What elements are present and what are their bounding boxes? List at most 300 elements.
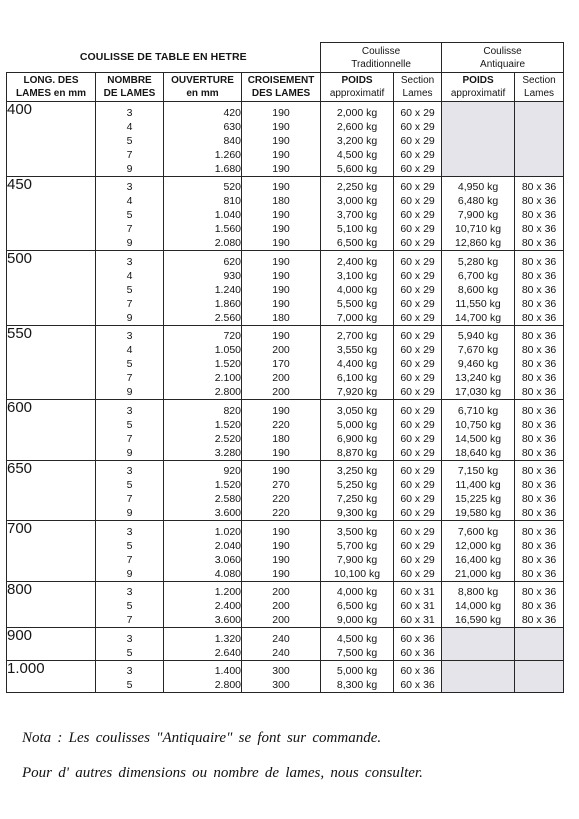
trad-poids-cell: 4,000 kg — [321, 581, 394, 599]
croisement-cell: 200 — [242, 385, 321, 400]
ouverture-cell: 930 — [164, 269, 242, 283]
antiq-section-cell: 80 x 36 — [515, 325, 564, 343]
croisement-cell: 190 — [242, 269, 321, 283]
antiq-section-cell: 80 x 36 — [515, 297, 564, 311]
ouverture-cell: 1.860 — [164, 297, 242, 311]
croisement-cell: 190 — [242, 222, 321, 236]
trad-poids-cell: 4,000 kg — [321, 283, 394, 297]
trad-section-cell: 60 x 29 — [394, 194, 442, 208]
trad-poids-cell: 5,500 kg — [321, 297, 394, 311]
table-row — [7, 660, 564, 678]
col-header-trad-poids — [321, 73, 394, 102]
ouverture-cell: 2.080 — [164, 236, 242, 251]
antiq-poids-cell: 5,280 kg — [442, 251, 515, 269]
table-title: COULISSE DE TABLE EN HETRE — [79, 51, 247, 64]
croisement-cell: 200 — [242, 581, 321, 599]
antiquaire-unavailable-cell — [442, 148, 515, 162]
nombre-lames-cell: 9 — [96, 567, 164, 582]
length-group — [7, 660, 564, 693]
ouverture-cell: 2.040 — [164, 539, 242, 553]
trad-section-cell: 60 x 31 — [394, 599, 442, 613]
nombre-lames-cell: 7 — [96, 492, 164, 506]
croisement-cell: 300 — [242, 678, 321, 693]
header-line: NOMBRE — [107, 75, 152, 86]
nombre-lames-cell: 3 — [96, 581, 164, 599]
ouverture-cell: 620 — [164, 251, 242, 269]
trad-poids-cell: 6,500 kg — [321, 236, 394, 251]
table-row — [7, 325, 564, 343]
header-line: approximatif — [329, 88, 385, 99]
antiq-poids-cell: 17,030 kg — [442, 385, 515, 400]
trad-poids-cell: 7,250 kg — [321, 492, 394, 506]
nombre-lames-cell: 5 — [96, 357, 164, 371]
croisement-cell: 190 — [242, 553, 321, 567]
nombre-lames-cell: 3 — [96, 176, 164, 194]
trad-section-cell: 60 x 29 — [394, 311, 442, 326]
croisement-cell: 190 — [242, 120, 321, 134]
antiq-poids-cell: 7,150 kg — [442, 460, 515, 478]
trad-section-cell: 60 x 29 — [394, 400, 442, 418]
croisement-cell: 190 — [242, 446, 321, 461]
antiq-section-cell: 80 x 36 — [515, 208, 564, 222]
trad-section-cell: 60 x 29 — [394, 120, 442, 134]
length-group — [7, 325, 564, 400]
trad-section-cell: 60 x 29 — [394, 343, 442, 357]
length-group — [7, 251, 564, 326]
trad-poids-cell: 5,250 kg — [321, 478, 394, 492]
col-header-croisement — [242, 73, 321, 102]
header-line: Section — [400, 75, 435, 86]
trad-section-cell: 60 x 36 — [394, 646, 442, 661]
trad-poids-cell: 3,200 kg — [321, 134, 394, 148]
croisement-cell: 240 — [242, 628, 321, 646]
antiq-poids-cell: 21,000 kg — [442, 567, 515, 582]
croisement-cell: 170 — [242, 357, 321, 371]
antiq-section-cell: 80 x 36 — [515, 492, 564, 506]
trad-section-cell: 60 x 29 — [394, 162, 442, 177]
trad-section-cell: 60 x 29 — [394, 222, 442, 236]
croisement-cell: 220 — [242, 506, 321, 521]
antiq-section-cell: 80 x 36 — [515, 357, 564, 371]
nombre-lames-cell: 5 — [96, 134, 164, 148]
ouverture-cell: 1.020 — [164, 521, 242, 539]
ouverture-cell: 1.050 — [164, 343, 242, 357]
header-line: DE LAMES — [103, 88, 156, 99]
antiquaire-unavailable-cell — [515, 660, 564, 678]
ouverture-cell: 3.060 — [164, 553, 242, 567]
antiquaire-unavailable-cell — [515, 102, 564, 120]
antiq-section-cell: 80 x 36 — [515, 521, 564, 539]
nombre-lames-cell: 3 — [96, 251, 164, 269]
table-row — [7, 521, 564, 539]
trad-poids-cell: 2,700 kg — [321, 325, 394, 343]
nombre-lames-cell: 5 — [96, 599, 164, 613]
table-row — [7, 400, 564, 418]
croisement-cell: 190 — [242, 460, 321, 478]
antiq-section-cell: 80 x 36 — [515, 222, 564, 236]
antiq-poids-cell: 10,750 kg — [442, 418, 515, 432]
croisement-cell: 190 — [242, 325, 321, 343]
length-label: 700 — [7, 521, 96, 582]
header-line: Antiquaire — [480, 58, 526, 70]
length-group — [7, 460, 564, 521]
croisement-cell: 190 — [242, 134, 321, 148]
col-header-ouverture — [164, 73, 242, 102]
trad-poids-cell: 2,000 kg — [321, 102, 394, 120]
ouverture-cell: 720 — [164, 325, 242, 343]
antiquaire-unavailable-cell — [442, 678, 515, 693]
antiq-poids-cell: 6,700 kg — [442, 269, 515, 283]
antiq-section-cell: 80 x 36 — [515, 418, 564, 432]
table-row — [7, 176, 564, 194]
nombre-lames-cell: 7 — [96, 371, 164, 385]
nombre-lames-cell: 9 — [96, 446, 164, 461]
ouverture-cell: 840 — [164, 134, 242, 148]
antiq-section-cell: 80 x 36 — [515, 567, 564, 582]
antiq-poids-cell: 4,950 kg — [442, 176, 515, 194]
antiquaire-unavailable-cell — [515, 628, 564, 646]
trad-section-cell: 60 x 29 — [394, 269, 442, 283]
trad-section-cell: 60 x 29 — [394, 418, 442, 432]
ouverture-cell: 2.800 — [164, 678, 242, 693]
antiquaire-unavailable-cell — [442, 660, 515, 678]
col-header-trad-section — [394, 73, 442, 102]
trad-poids-cell: 5,600 kg — [321, 162, 394, 177]
antiq-poids-cell: 7,600 kg — [442, 521, 515, 539]
croisement-cell: 200 — [242, 599, 321, 613]
trad-section-cell: 60 x 29 — [394, 325, 442, 343]
ouverture-cell: 520 — [164, 176, 242, 194]
trad-poids-cell: 4,500 kg — [321, 628, 394, 646]
trad-poids-cell: 2,250 kg — [321, 176, 394, 194]
antiq-poids-cell: 11,550 kg — [442, 297, 515, 311]
length-label: 400 — [7, 102, 96, 177]
antiq-poids-cell: 19,580 kg — [442, 506, 515, 521]
croisement-cell: 190 — [242, 251, 321, 269]
length-label: 800 — [7, 581, 96, 628]
antiquaire-unavailable-cell — [442, 162, 515, 177]
length-label: 650 — [7, 460, 96, 521]
antiq-poids-cell: 13,240 kg — [442, 371, 515, 385]
length-label: 500 — [7, 251, 96, 326]
col-header-antiq-section — [515, 73, 564, 102]
length-group — [7, 521, 564, 582]
antiq-poids-cell: 16,400 kg — [442, 553, 515, 567]
table-row — [7, 628, 564, 646]
header-line: Lames — [524, 88, 555, 99]
antiq-poids-cell: 12,000 kg — [442, 539, 515, 553]
header-line: LAMES en mm — [15, 88, 86, 99]
antiq-poids-cell: 6,480 kg — [442, 194, 515, 208]
trad-poids-cell: 7,000 kg — [321, 311, 394, 326]
trad-section-cell: 60 x 29 — [394, 385, 442, 400]
ouverture-cell: 3.600 — [164, 506, 242, 521]
antiquaire-unavailable-cell — [515, 646, 564, 661]
croisement-cell: 190 — [242, 283, 321, 297]
trad-section-cell: 60 x 29 — [394, 208, 442, 222]
antiq-section-cell: 80 x 36 — [515, 553, 564, 567]
trad-poids-cell: 9,300 kg — [321, 506, 394, 521]
trad-section-cell: 60 x 29 — [394, 283, 442, 297]
trad-poids-cell: 3,700 kg — [321, 208, 394, 222]
trad-poids-cell: 3,250 kg — [321, 460, 394, 478]
trad-section-cell: 60 x 29 — [394, 567, 442, 582]
antiquaire-unavailable-cell — [442, 102, 515, 120]
ouverture-cell: 1.520 — [164, 418, 242, 432]
antiq-poids-cell: 6,710 kg — [442, 400, 515, 418]
croisement-cell: 190 — [242, 400, 321, 418]
antiq-section-cell: 80 x 36 — [515, 599, 564, 613]
nombre-lames-cell: 7 — [96, 553, 164, 567]
antiq-poids-cell: 16,590 kg — [442, 613, 515, 628]
header-line: POIDS — [462, 75, 494, 86]
trad-section-cell: 60 x 29 — [394, 460, 442, 478]
antiq-section-cell: 80 x 36 — [515, 432, 564, 446]
note-consulter: Pour d' autres dimensions ou nombre de lames, nous consulter. — [22, 765, 423, 781]
nombre-lames-cell: 7 — [96, 613, 164, 628]
ouverture-cell: 630 — [164, 120, 242, 134]
col-header-nombre-lames — [96, 73, 164, 102]
nombre-lames-cell: 3 — [96, 660, 164, 678]
croisement-cell: 180 — [242, 432, 321, 446]
trad-poids-cell: 4,500 kg — [321, 148, 394, 162]
trad-poids-cell: 5,000 kg — [321, 660, 394, 678]
nombre-lames-cell: 3 — [96, 102, 164, 120]
antiq-section-cell: 80 x 36 — [515, 460, 564, 478]
nombre-lames-cell: 9 — [96, 311, 164, 326]
croisement-cell: 190 — [242, 567, 321, 582]
croisement-cell: 190 — [242, 297, 321, 311]
antiquaire-unavailable-cell — [515, 148, 564, 162]
antiq-section-cell: 80 x 36 — [515, 539, 564, 553]
antiq-poids-cell: 5,940 kg — [442, 325, 515, 343]
header-line: CROISEMENT — [247, 75, 315, 86]
trad-poids-cell: 6,500 kg — [321, 599, 394, 613]
trad-section-cell: 60 x 29 — [394, 478, 442, 492]
trad-poids-cell: 3,550 kg — [321, 343, 394, 357]
col-header-antiq-poids — [442, 73, 515, 102]
trad-section-cell: 60 x 29 — [394, 492, 442, 506]
trad-section-cell: 60 x 36 — [394, 660, 442, 678]
nombre-lames-cell: 5 — [96, 539, 164, 553]
antiq-poids-cell: 14,700 kg — [442, 311, 515, 326]
croisement-cell: 180 — [242, 311, 321, 326]
ouverture-cell: 2.800 — [164, 385, 242, 400]
croisement-cell: 220 — [242, 492, 321, 506]
header-line: Coulisse — [483, 45, 522, 57]
antiq-poids-cell: 15,225 kg — [442, 492, 515, 506]
ouverture-cell: 2.400 — [164, 599, 242, 613]
antiquaire-unavailable-cell — [515, 120, 564, 134]
antiq-section-cell: 80 x 36 — [515, 194, 564, 208]
trad-poids-cell: 5,700 kg — [321, 539, 394, 553]
ouverture-cell: 1.240 — [164, 283, 242, 297]
nombre-lames-cell: 5 — [96, 283, 164, 297]
trad-poids-cell: 6,900 kg — [321, 432, 394, 446]
trad-section-cell: 60 x 29 — [394, 539, 442, 553]
nombre-lames-cell: 7 — [96, 297, 164, 311]
trad-section-cell: 60 x 29 — [394, 371, 442, 385]
trad-section-cell: 60 x 29 — [394, 432, 442, 446]
ouverture-cell: 1.400 — [164, 660, 242, 678]
trad-section-cell: 60 x 29 — [394, 553, 442, 567]
header-row-columns — [7, 73, 564, 102]
ouverture-cell: 1.560 — [164, 222, 242, 236]
ouverture-cell: 2.560 — [164, 311, 242, 326]
nombre-lames-cell: 3 — [96, 521, 164, 539]
nombre-lames-cell: 9 — [96, 385, 164, 400]
ouverture-cell: 1.520 — [164, 357, 242, 371]
ouverture-cell: 1.520 — [164, 478, 242, 492]
trad-poids-cell: 3,500 kg — [321, 521, 394, 539]
antiq-section-cell: 80 x 36 — [515, 176, 564, 194]
trad-section-cell: 60 x 29 — [394, 521, 442, 539]
antiq-section-cell: 80 x 36 — [515, 251, 564, 269]
header-line: en mm — [186, 88, 219, 99]
antiquaire-unavailable-cell — [515, 678, 564, 693]
nombre-lames-cell: 9 — [96, 236, 164, 251]
antiq-section-cell: 80 x 36 — [515, 506, 564, 521]
trad-poids-cell: 9,000 kg — [321, 613, 394, 628]
ouverture-cell: 1.680 — [164, 162, 242, 177]
antiq-section-cell: 80 x 36 — [515, 478, 564, 492]
croisement-cell: 180 — [242, 194, 321, 208]
croisement-cell: 190 — [242, 208, 321, 222]
croisement-cell: 200 — [242, 343, 321, 357]
nombre-lames-cell: 3 — [96, 400, 164, 418]
nombre-lames-cell: 4 — [96, 120, 164, 134]
antiq-poids-cell: 7,900 kg — [442, 208, 515, 222]
ouverture-cell: 420 — [164, 102, 242, 120]
nombre-lames-cell: 5 — [96, 646, 164, 661]
nombre-lames-cell: 5 — [96, 418, 164, 432]
antiq-section-cell: 80 x 36 — [515, 269, 564, 283]
antiq-section-cell: 80 x 36 — [515, 311, 564, 326]
trad-section-cell: 60 x 36 — [394, 678, 442, 693]
coulisse-table — [6, 42, 564, 693]
trad-section-cell: 60 x 29 — [394, 148, 442, 162]
antiq-section-cell: 80 x 36 — [515, 613, 564, 628]
header-line: POIDS — [341, 75, 373, 86]
length-label: 600 — [7, 400, 96, 461]
trad-poids-cell: 2,600 kg — [321, 120, 394, 134]
length-group — [7, 176, 564, 251]
croisement-cell: 220 — [242, 418, 321, 432]
trad-section-cell: 60 x 29 — [394, 176, 442, 194]
croisement-cell: 240 — [242, 646, 321, 661]
croisement-cell: 190 — [242, 102, 321, 120]
ouverture-cell: 1.200 — [164, 581, 242, 599]
trad-section-cell: 60 x 36 — [394, 628, 442, 646]
ouverture-cell: 4.080 — [164, 567, 242, 582]
croisement-cell: 190 — [242, 539, 321, 553]
antiq-poids-cell: 14,500 kg — [442, 432, 515, 446]
croisement-cell: 190 — [242, 521, 321, 539]
ouverture-cell: 3.600 — [164, 613, 242, 628]
trad-poids-cell: 5,100 kg — [321, 222, 394, 236]
croisement-cell: 270 — [242, 478, 321, 492]
trad-section-cell: 60 x 31 — [394, 613, 442, 628]
antiq-section-cell: 80 x 36 — [515, 283, 564, 297]
croisement-cell: 190 — [242, 236, 321, 251]
nombre-lames-cell: 7 — [96, 222, 164, 236]
coulisse-antiquaire-header — [442, 43, 564, 73]
nombre-lames-cell: 3 — [96, 628, 164, 646]
length-group — [7, 628, 564, 661]
nombre-lames-cell: 7 — [96, 432, 164, 446]
length-group — [7, 400, 564, 461]
ouverture-cell: 2.640 — [164, 646, 242, 661]
header-line: approximatif — [450, 88, 506, 99]
length-group — [7, 102, 564, 177]
nombre-lames-cell: 3 — [96, 460, 164, 478]
trad-section-cell: 60 x 29 — [394, 357, 442, 371]
trad-poids-cell: 3,100 kg — [321, 269, 394, 283]
antiq-poids-cell: 9,460 kg — [442, 357, 515, 371]
header-line: Lames — [402, 88, 433, 99]
antiq-section-cell: 80 x 36 — [515, 446, 564, 461]
length-label: 550 — [7, 325, 96, 400]
antiq-poids-cell: 8,800 kg — [442, 581, 515, 599]
nombre-lames-cell: 4 — [96, 269, 164, 283]
antiquaire-unavailable-cell — [442, 120, 515, 134]
nombre-lames-cell: 3 — [96, 325, 164, 343]
antiq-poids-cell: 12,860 kg — [442, 236, 515, 251]
table-row — [7, 460, 564, 478]
antiq-poids-cell: 11,400 kg — [442, 478, 515, 492]
header-row-top — [7, 43, 564, 73]
trad-poids-cell: 8,870 kg — [321, 446, 394, 461]
trad-poids-cell: 3,050 kg — [321, 400, 394, 418]
croisement-cell: 190 — [242, 148, 321, 162]
trad-poids-cell: 10,100 kg — [321, 567, 394, 582]
nombre-lames-cell: 9 — [96, 506, 164, 521]
length-label: 450 — [7, 176, 96, 251]
nombre-lames-cell: 7 — [96, 148, 164, 162]
croisement-cell: 300 — [242, 660, 321, 678]
trad-poids-cell: 3,000 kg — [321, 194, 394, 208]
trad-poids-cell: 8,300 kg — [321, 678, 394, 693]
header-line: OUVERTURE — [171, 75, 234, 86]
ouverture-cell: 1.260 — [164, 148, 242, 162]
antiquaire-unavailable-cell — [442, 134, 515, 148]
table-row — [7, 102, 564, 120]
antiq-section-cell: 80 x 36 — [515, 400, 564, 418]
note-commande: Nota : Les coulisses "Antiquaire" se font sur commande. — [22, 730, 382, 746]
trad-poids-cell: 2,400 kg — [321, 251, 394, 269]
header-line: Traditionnelle — [351, 58, 411, 70]
trad-poids-cell: 5,000 kg — [321, 418, 394, 432]
antiq-section-cell: 80 x 36 — [515, 343, 564, 357]
trad-section-cell: 60 x 29 — [394, 446, 442, 461]
trad-section-cell: 60 x 29 — [394, 236, 442, 251]
antiq-poids-cell: 10,710 kg — [442, 222, 515, 236]
trad-section-cell: 60 x 29 — [394, 297, 442, 311]
trad-section-cell: 60 x 29 — [394, 506, 442, 521]
antiq-section-cell: 80 x 36 — [515, 581, 564, 599]
antiquaire-unavailable-cell — [515, 162, 564, 177]
trad-section-cell: 60 x 29 — [394, 134, 442, 148]
trad-poids-cell: 6,100 kg — [321, 371, 394, 385]
ouverture-cell: 920 — [164, 460, 242, 478]
antiq-section-cell: 80 x 36 — [515, 236, 564, 251]
croisement-cell: 200 — [242, 371, 321, 385]
length-group — [7, 581, 564, 628]
antiq-poids-cell: 8,600 kg — [442, 283, 515, 297]
ouverture-cell: 1.040 — [164, 208, 242, 222]
coulisse-traditionnelle-header — [321, 43, 442, 73]
nombre-lames-cell: 4 — [96, 194, 164, 208]
